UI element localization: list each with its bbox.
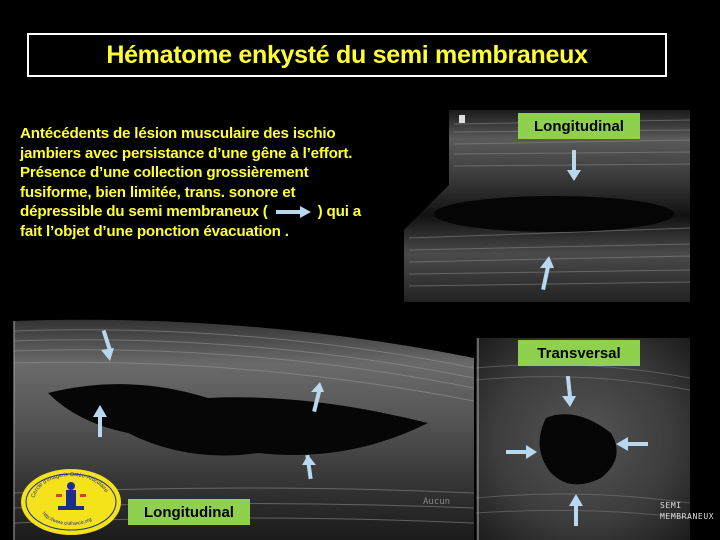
- label-longitudinal-bottom: Longitudinal: [128, 499, 250, 525]
- ultrasound-caption: Aucun: [423, 497, 451, 507]
- description-line: Présence d’une collection grossièrement: [20, 164, 309, 181]
- ultrasound-corner-text: [660, 500, 714, 522]
- arrow-icon: [506, 444, 538, 460]
- arrow-icon: [308, 382, 326, 414]
- arrow-icon: [568, 494, 584, 526]
- arrow-icon: [566, 150, 582, 182]
- arrow-icon: [274, 206, 312, 218]
- logo-text-bottom: http://www.ciofrance.org: [40, 511, 93, 528]
- description-line: jambiers avec persistance d’une gêne à l’effort.: [20, 144, 353, 162]
- label-longitudinal-top: Longitudinal: [518, 113, 640, 139]
- arrow-icon: [98, 330, 116, 362]
- page-title: Hématome enkysté du semi membraneux: [106, 40, 588, 69]
- arrow-icon: [92, 405, 108, 437]
- description-line-part: dépressible du semi membraneux (: [20, 203, 268, 220]
- logo-text-top: Cercle d'Imagerie Ostéo-Articulaire: [30, 471, 109, 499]
- description-line: fusiforme, bien limitée, trans. sonore et: [20, 183, 296, 201]
- arrow-icon: [616, 436, 648, 452]
- arrow-icon: [561, 376, 577, 408]
- corner-text-line: MEMBRANEUX: [660, 512, 715, 521]
- description-line: fait l’objet d’une ponction évacuation .: [20, 222, 289, 240]
- description-line: Antécédents de lésion musculaire des ischio: [20, 125, 336, 142]
- label-transversal: Transversal: [518, 340, 640, 366]
- logo-icon: [20, 468, 122, 536]
- description-line-with-arrow: [20, 202, 412, 222]
- corner-text-line: SEMI: [660, 501, 682, 510]
- title-box: [27, 33, 667, 77]
- description-text: [20, 124, 412, 241]
- arrow-icon: [538, 256, 558, 290]
- arrow-icon: [300, 455, 318, 489]
- description-line-part: ) qui a: [317, 203, 361, 220]
